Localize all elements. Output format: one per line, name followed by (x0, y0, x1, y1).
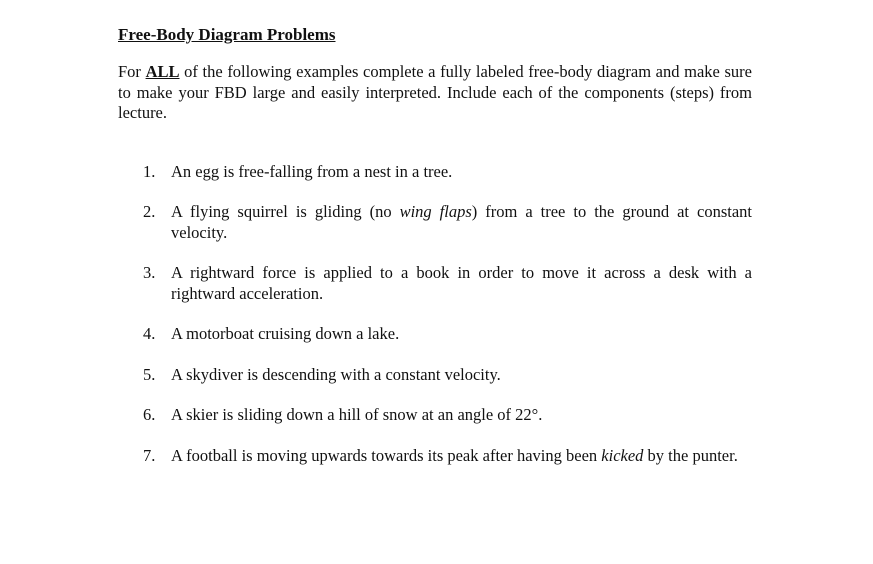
problem-text (171, 446, 738, 465)
problem-text: A skydiver is descending with a constant velocity. (171, 364, 501, 384)
problem-text: An egg is free-falling from a nest in a tree. (171, 161, 453, 181)
problem-number: 1. (143, 161, 156, 181)
problem-number: 2. (143, 202, 156, 221)
problem-text-part: A football is moving upwards towards its peak after having been (171, 445, 602, 465)
problem-text-part: A flying squirrel is gliding (no (171, 202, 400, 221)
problem-text-italic: kicked (601, 445, 644, 465)
page-title: Free-Body Diagram Problems (118, 25, 336, 44)
problem-number: 3. (143, 263, 156, 282)
problem-text: A skier is sliding down a hill of snow at an angle of 22°. (171, 405, 543, 424)
problem-text (171, 202, 752, 242)
problem-text-part: ) from a tree to the ground at constant velocity. (171, 202, 753, 242)
problem-item-5 (118, 365, 752, 386)
problem-item-2 (118, 202, 752, 243)
problem-text: A rightward force is applied to a book in order to move it across a desk with a rightward acceleration. (171, 263, 752, 303)
intro-emphasis: ALL (145, 62, 180, 81)
problem-item-7 (118, 446, 752, 467)
problem-number: 4. (143, 324, 156, 343)
problem-number: 6. (143, 405, 156, 424)
intro-text-start: For (118, 62, 146, 81)
problem-list (118, 162, 752, 467)
problem-text: A motorboat cruising down a lake. (171, 324, 400, 343)
document-page (118, 24, 752, 486)
intro-text-end: of the following examples complete a fully labeled free-body diagram and make sure to make your FBD large and easily interpreted. Include each of the components (steps) from lecture. (118, 62, 752, 122)
problem-text-italic: wing flaps (399, 202, 472, 221)
problem-number: 7. (143, 445, 156, 465)
problem-item-3 (118, 263, 752, 304)
problem-item-1 (118, 162, 752, 183)
problem-item-4 (118, 324, 752, 345)
instructions-paragraph (118, 62, 752, 124)
problem-item-6 (118, 405, 752, 426)
problem-number: 5. (143, 364, 156, 384)
problem-text-part: by the punter. (643, 445, 738, 465)
